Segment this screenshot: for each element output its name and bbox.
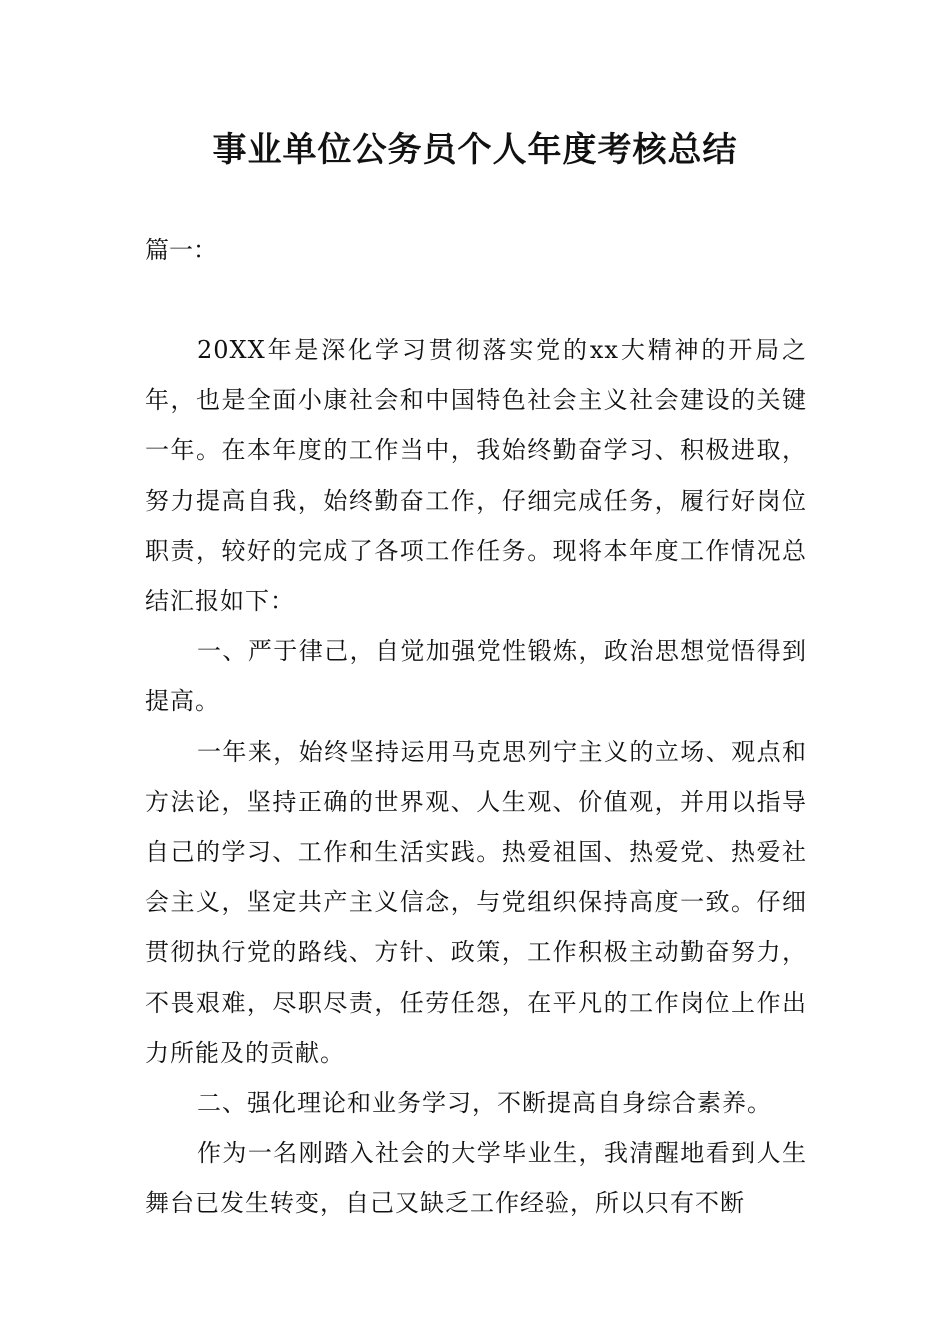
paragraph: 作为一名刚踏入社会的大学毕业生，我清醒地看到人生舞台已发生转变，自己又缺乏工作经验，所以只有不断 bbox=[145, 1139, 807, 1218]
document-title: 事业单位公务员个人年度考核总结 bbox=[212, 130, 738, 170]
paragraph: 二、强化理论和业务学习，不断提高自身综合素养。 bbox=[197, 1089, 772, 1118]
section-label: 篇一： bbox=[145, 236, 217, 264]
paragraph: 一年来，始终坚持运用马克思列宁主义的立场、观点和方法论，坚持正确的世界观、人生观、价值观，并用以指导自己的学习、工作和生活实践。热爱祖国、热爱党、热爱社会主义，坚定共产主义信念，与党组织保持高度一致。仔细贯彻执行党的路线、方针、政策，工作积极主动勤奋努力，不畏艰难，尽职尽责，任劳任怨，在平凡的工作岗位上作出力所能及的贡献。 bbox=[145, 737, 807, 1067]
paragraph: 一、严于律己，自觉加强党性锻炼，政治思想觉悟得到提高。 bbox=[145, 637, 807, 716]
paragraph: 20XX年是深化学习贯彻落实党的xx大精神的开局之年，也是全面小康社会和中国特色社会主义社会建设的关键一年。在本年度的工作当中，我始终勤奋学习、积极进取，努力提高自我，始终勤奋工作，仔细完成任务，履行好岗位职责，较好的完成了各项工作任务。现将本年度工作情况总结汇报如下： bbox=[145, 336, 807, 616]
document-body bbox=[145, 325, 807, 1229]
